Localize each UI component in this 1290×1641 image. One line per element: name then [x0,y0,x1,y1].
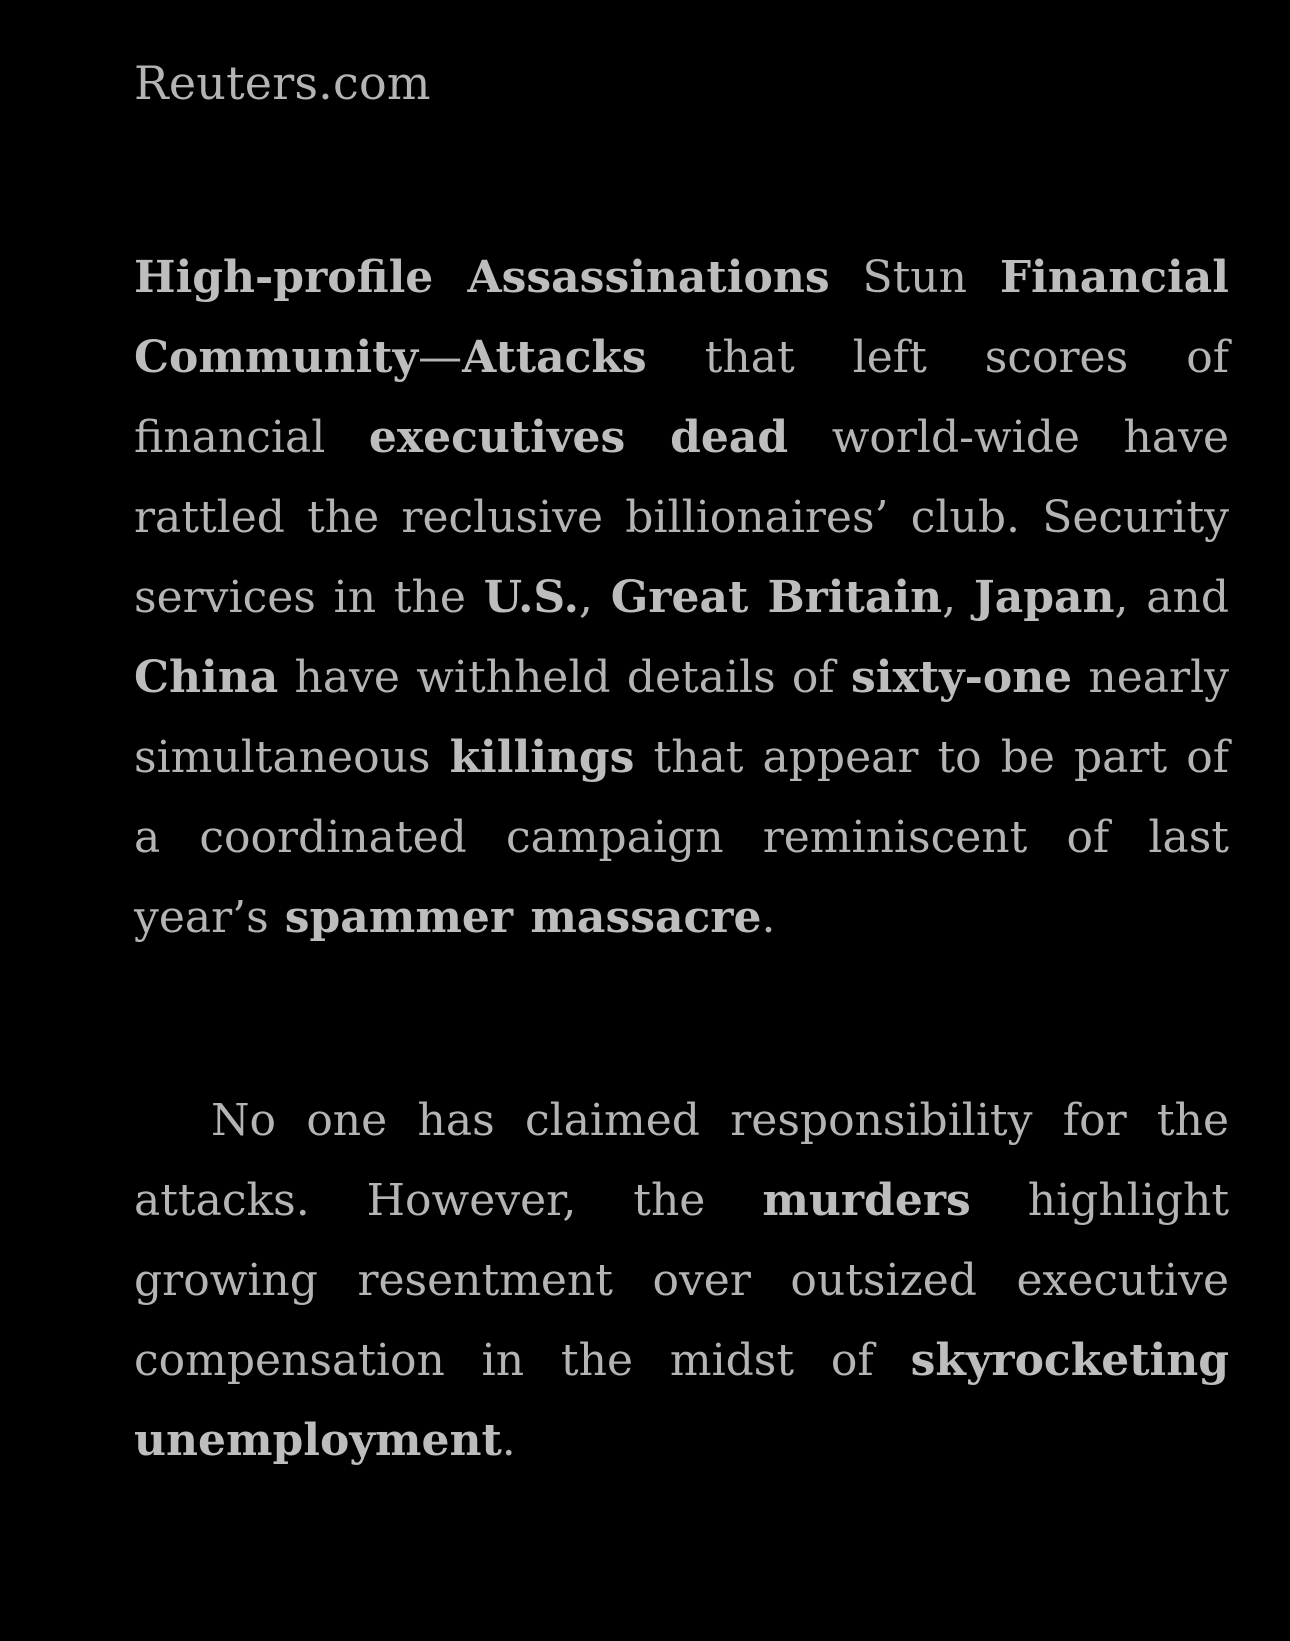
text-segment: China [134,652,279,703]
text-segment: High-profile Assassinations [134,252,830,303]
text-segment: Financial Community [134,252,1229,383]
paragraph-1 [134,238,1229,958]
text-segment: Stun [829,252,1000,303]
text-segment: world-wide have rattled the reclusive billionaires’ club. Security services in the [134,412,1229,623]
text-segment: that appear to be part of a coordinated campaign reminiscent of last year’s [134,732,1229,943]
text-segment: Attacks [462,332,647,383]
text-segment: skyrocketing unemployment [134,1335,1229,1466]
text-segment: , [578,572,611,623]
text-segment: Great Britain [610,572,943,623]
paragraph-2 [134,1081,1229,1481]
text-segment: , and [1114,572,1229,623]
text-segment: . [761,892,776,943]
text-segment: killings [449,732,635,783]
text-segment: have withheld details of [278,652,851,703]
text-segment: highlight growing resentment over outsized executive compensation in the midst of [134,1175,1229,1386]
article [134,0,1229,1481]
text-segment: murders [762,1175,971,1226]
text-segment: spammer massacre [284,892,762,943]
text-segment: that left scores of financial [134,332,1229,463]
text-segment: executives dead [368,412,789,463]
text-segment: . [501,1415,516,1466]
text-segment: nearly simultaneous [134,652,1229,783]
text-segment: sixty-one [850,652,1073,703]
text-segment: , [942,572,974,623]
text-segment: — [418,332,463,383]
source-label: Reuters.com [134,56,431,110]
text-segment: No one has claimed responsibility for the attacks. However, the [134,1095,1229,1226]
text-segment: U.S. [483,572,579,623]
text-segment: Japan [973,572,1115,623]
